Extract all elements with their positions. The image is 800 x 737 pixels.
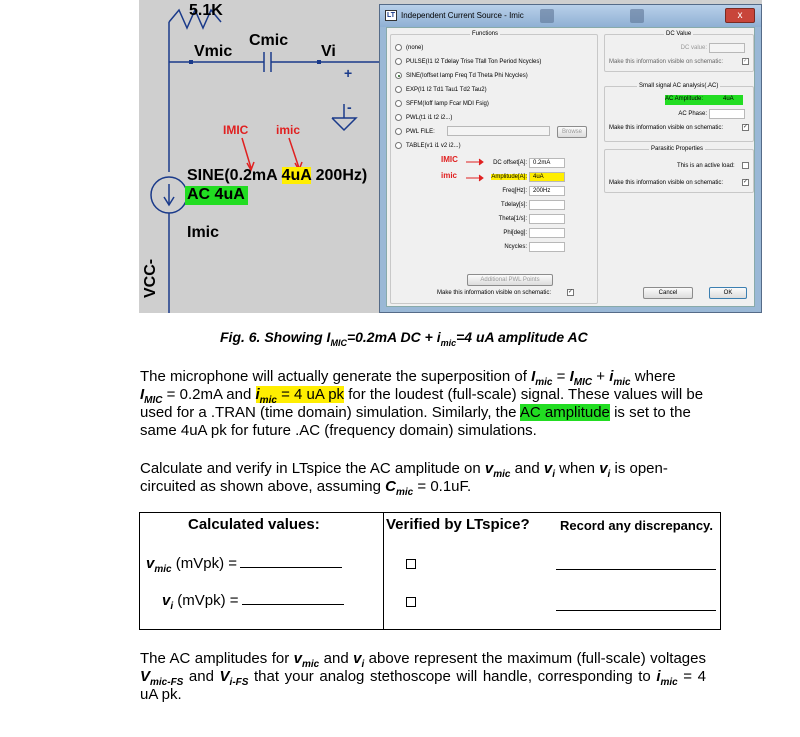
var-i-cap: I [569, 368, 574, 385]
param-input-freq[interactable]: 200Hz [529, 186, 565, 196]
caption-sub: MIC [330, 337, 347, 348]
make-visible-label-parasitic: Make this information visible on schematic: [609, 180, 724, 186]
source-value-highlight: 4uA [281, 167, 312, 184]
radio-table[interactable] [395, 140, 461, 151]
sub: mic [613, 377, 631, 388]
sub: mic [259, 395, 277, 406]
paragraph-full-scale [140, 650, 706, 704]
var-i-small: i [609, 368, 614, 385]
sub: mic [395, 487, 414, 498]
caption-text: =4 uA amplitude AC [456, 329, 588, 345]
sub: MIC [573, 377, 593, 388]
var-v-cap: V [140, 668, 151, 685]
sub: mic [301, 659, 320, 670]
plus-sign: + [344, 65, 353, 81]
radio-label: PULSE(I1 I2 Tdelay Trise Tfall Ton Period Ncycles) [406, 58, 542, 65]
dialog-red-label-imic-small: imic [441, 171, 458, 180]
param-label-theta: Theta[1/s]: [498, 216, 527, 222]
sub: mic [154, 564, 172, 575]
param-input-ncycles[interactable] [529, 242, 565, 252]
text: is set to the same 4uA pk for future .AC (frequency domain) simulations. [140, 404, 691, 439]
text: = 0.2mA and [162, 386, 256, 403]
dialog-titlebar [380, 5, 761, 27]
make-visible-checkbox-dc[interactable]: ✓ [743, 58, 749, 64]
text: + [592, 368, 610, 385]
param-label-amplitude-text: Amplitude[A]: [491, 174, 527, 180]
text: The microphone will actually generate the superposition of [140, 368, 532, 385]
param-label-amplitude [477, 173, 527, 181]
param-input-dc-offset[interactable]: 0.2mA [529, 158, 565, 168]
vmic-answer-blank[interactable] [240, 554, 342, 568]
radio-label: SINE(Ioffset Iamp Freq Td Theta Phi Ncycles) [406, 72, 528, 79]
header-calculated: Calculated values: [188, 516, 320, 533]
param-input-tdelay[interactable] [529, 200, 565, 210]
minus-sign: - [347, 99, 352, 115]
text: above represent the maximum (full-scale) voltages [364, 650, 706, 667]
ac-phase-label: AC Phase: [678, 111, 707, 117]
dc-value-group [604, 34, 754, 72]
dialog-client [386, 27, 755, 307]
text: and [319, 650, 354, 667]
sub: mic [535, 377, 553, 388]
radio-button[interactable] [395, 86, 402, 93]
text: = 0.1uF. [413, 478, 472, 495]
figure-caption [220, 329, 588, 348]
dc-value-label: DC value: [680, 45, 707, 51]
red-arrow-2 [289, 138, 299, 168]
text: The AC amplitudes for [140, 650, 294, 667]
param-label-phi: Phi[deg]: [503, 230, 527, 236]
source-value-suffix: 200Hz) [311, 167, 368, 184]
source-value-label [187, 168, 367, 184]
make-visible-checkbox-parasitic[interactable]: ✓ [743, 179, 749, 185]
radio-button[interactable] [395, 100, 402, 107]
dialog-title: Independent Current Source - Imic [401, 11, 524, 20]
dc-value-input[interactable] [709, 43, 745, 53]
ac-value-label: AC 4uA [185, 186, 248, 205]
resistor-label: 5.1K [189, 2, 223, 19]
ac-amplitude-label: AC Amplitude: [665, 96, 704, 102]
caption-text: =0.2mA DC + i [346, 329, 441, 345]
active-load-label: This is an active load: [677, 163, 735, 169]
radio-button[interactable] [395, 44, 402, 51]
titlebar-graphic-2 [630, 9, 644, 23]
radio-label: TABLE(v1 i1 v2 i2...) [406, 142, 461, 149]
red-label-imic-caps: IMIC [223, 123, 249, 137]
radio-label: EXP(I1 I2 Td1 Tau1 Td2 Tau2) [406, 86, 487, 93]
make-visible-label-ac: Make this information visible on schematic: [609, 125, 724, 131]
source-name-label: Imic [187, 224, 220, 241]
dc-value-legend: DC Value [666, 31, 692, 37]
param-input-amplitude[interactable]: 4uA [529, 172, 565, 182]
var-v: v [353, 650, 362, 667]
active-load-checkbox[interactable] [742, 162, 749, 169]
ltspice-icon: LT [386, 12, 396, 19]
paragraph-calculate [140, 460, 706, 496]
make-visible-checkbox-ac[interactable]: ✓ [743, 124, 749, 130]
sub: i [170, 601, 174, 612]
text: (mVpk) = [171, 555, 238, 572]
highlight-imic-pk [255, 386, 345, 406]
parasitic-legend: Parasitic Properties [651, 146, 704, 152]
functions-legend: Functions [472, 31, 499, 37]
ac-amplitude-row [665, 95, 743, 105]
ac-analysis-legend: Small signal AC analysis(.AC) [639, 83, 719, 89]
var-i-cap: I [140, 386, 145, 403]
header-discrepancy: Record any discrepancy. [560, 518, 713, 533]
text: that your analog stethoscope will handle, corresponding to [248, 668, 657, 685]
var-v: v [484, 460, 494, 477]
radio-exp[interactable] [395, 84, 487, 95]
sub: mic [660, 677, 678, 688]
additional-pwl-button[interactable]: Additional PWL Points [467, 274, 553, 286]
make-visible-checkbox-left[interactable]: ✓ [568, 289, 574, 295]
text: (mVpk) = [173, 592, 239, 609]
var-v: v [599, 460, 608, 477]
cancel-button[interactable]: Cancel [643, 287, 693, 299]
vi-discrepancy-line[interactable] [556, 610, 716, 611]
caption-text: Fig. 6. Showing I [220, 329, 331, 345]
capacitor-label: Cmic [249, 32, 289, 49]
radio-button[interactable] [395, 58, 402, 65]
param-input-theta[interactable] [529, 214, 565, 224]
make-visible-label-dc: Make this information visible on schematic: [609, 59, 724, 65]
text: = [552, 368, 570, 385]
var-v-cap: V [219, 668, 230, 685]
vcc-label: VCC- [142, 258, 159, 298]
source-value-prefix: SINE(0.2mA [187, 167, 282, 184]
param-label-ncycles: Ncycles: [504, 244, 527, 250]
row-vi-label [162, 591, 344, 612]
make-visible-label-left: Make this information visible on schematic: [437, 290, 552, 296]
param-label-tdelay: Tdelay[s]: [500, 202, 527, 208]
text: = 4 uA pk. [140, 668, 706, 703]
radio-sffm[interactable] [395, 98, 489, 109]
radio-pulse[interactable] [395, 56, 541, 67]
figure-6 [139, 0, 762, 313]
var-c: C [385, 478, 396, 495]
text: and [510, 460, 544, 477]
ac-phase-input[interactable] [709, 109, 745, 119]
sub: i-FS [229, 677, 249, 688]
sub: mic [493, 469, 511, 480]
ac-amplitude-value[interactable]: 4uA [723, 96, 734, 102]
param-input-phi[interactable] [529, 228, 565, 238]
red-label-imic-small: imic [276, 123, 301, 137]
results-table [139, 512, 721, 630]
radio-label: PWL FILE: [406, 128, 435, 135]
dialog-red-label-imic-caps: IMIC [441, 155, 458, 164]
var-v: v [293, 650, 302, 667]
sub: MIC [144, 395, 163, 406]
titlebar-graphic [540, 9, 554, 23]
header-verified: Verified by LTspice? [386, 516, 530, 533]
text: and [183, 668, 220, 685]
sub: i [607, 469, 611, 480]
var-i-cap: I [531, 368, 536, 385]
text: is open-circuited as shown above, assuming [140, 460, 668, 495]
row-vmic-label [146, 554, 342, 575]
var-i-small: i [656, 668, 661, 685]
sub: mic-FS [150, 677, 184, 688]
vmic-node-label: Vmic [194, 43, 233, 60]
vi-answer-blank[interactable] [242, 591, 344, 605]
text: = 4 uA pk [276, 386, 345, 403]
var-v: v [162, 592, 171, 609]
vmic-discrepancy-line[interactable] [556, 569, 716, 570]
table-divider [383, 513, 384, 629]
vi-verified-checkbox[interactable] [406, 597, 416, 607]
highlight-ac-amplitude: AC amplitude [519, 404, 610, 421]
text: where [630, 368, 676, 385]
vi-node-label: Vi [321, 43, 336, 60]
text: Calculate and verify in LTspice the AC amplitude on [140, 460, 485, 477]
radio-label: PWL(t1 i1 t2 i2...) [406, 114, 453, 121]
text: when [555, 460, 600, 477]
paragraph-superposition [140, 368, 706, 440]
sub: i [361, 659, 365, 670]
var-v: v [146, 555, 155, 572]
text: for the loudest (full-scale) signal. These values will be used for a .TRAN (time domain) simulation. Similarly, the [140, 386, 704, 421]
current-source-dialog [379, 4, 762, 313]
radio-button[interactable] [395, 128, 402, 135]
sub: i [552, 469, 555, 480]
pwl-file-input[interactable] [447, 126, 550, 136]
param-label-dc-offset: DC offset[A]: [493, 160, 527, 166]
browse-button[interactable]: Browse [557, 126, 587, 138]
close-button[interactable]: x [725, 8, 755, 23]
radio-label: SFFM(Ioff Iamp Fcar MDI Fsig) [406, 100, 489, 107]
caption-sub: mic [440, 337, 457, 348]
radio-pwl-file[interactable] [395, 126, 435, 137]
radio-label: (none) [406, 44, 424, 51]
radio-button[interactable] [395, 142, 402, 149]
var-i-small: i [255, 386, 260, 403]
ok-button[interactable]: OK [709, 287, 747, 299]
param-label-freq: Freq[Hz]: [502, 188, 527, 194]
radio-button-selected[interactable] [395, 72, 402, 79]
radio-none[interactable] [395, 42, 423, 53]
vmic-verified-checkbox[interactable] [406, 559, 416, 569]
radio-sine[interactable] [395, 70, 528, 81]
var-v: v [543, 460, 553, 477]
radio-pwl[interactable] [395, 112, 452, 123]
radio-button[interactable] [395, 114, 402, 121]
